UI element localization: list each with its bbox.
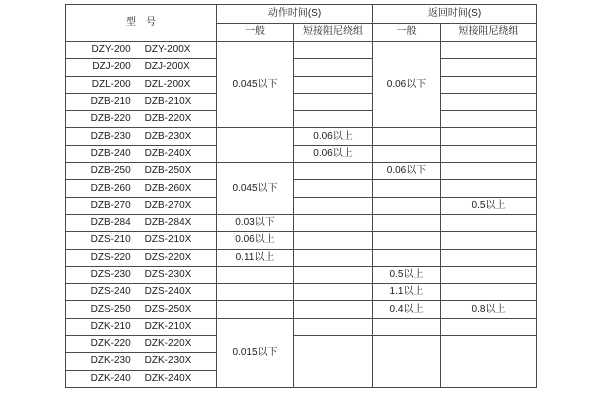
cell-empty — [217, 301, 294, 318]
cell-empty — [373, 318, 441, 335]
table-row — [66, 59, 537, 76]
model-name-x: DZB-210X — [144, 96, 192, 108]
cell-empty — [441, 180, 537, 197]
model-cell — [66, 42, 217, 59]
table-row — [66, 197, 537, 214]
model-cell — [66, 145, 217, 162]
cell-empty — [294, 93, 373, 110]
model-name-x: DZS-220X — [144, 251, 192, 263]
model-name-x: DZB-250X — [144, 165, 192, 177]
cell-empty — [441, 318, 537, 335]
table-row — [66, 111, 537, 128]
model-cell — [66, 370, 217, 387]
model-name-x: DZK-230X — [144, 355, 192, 367]
model-cell — [66, 336, 217, 353]
cell-empty — [217, 128, 294, 163]
col-header-model: 型 号 — [66, 5, 217, 42]
model-cell — [66, 197, 217, 214]
model-cell — [66, 318, 217, 335]
model-cell — [66, 59, 217, 76]
model-name: DZK-230 — [90, 355, 131, 367]
model-cell — [66, 284, 217, 301]
cell-empty — [441, 249, 537, 266]
cell-empty — [217, 284, 294, 301]
cell-empty — [373, 336, 441, 388]
cell-empty — [294, 318, 373, 335]
cell-return-general: 0.5以上 — [373, 266, 441, 283]
cell-empty — [294, 59, 373, 76]
model-name: DZB-220 — [90, 113, 131, 125]
table-row — [66, 284, 537, 301]
cell-empty — [294, 214, 373, 231]
cell-empty — [373, 128, 441, 145]
cell-empty — [441, 93, 537, 110]
cell-action-general: 0.015以下 — [217, 318, 294, 387]
model-cell — [66, 249, 217, 266]
cell-empty — [294, 163, 373, 180]
cell-empty — [441, 336, 537, 388]
model-cell — [66, 128, 217, 145]
model-name-x: DZY-200X — [144, 44, 191, 56]
cell-empty — [373, 180, 441, 197]
model-name: DZJ-200 — [92, 61, 131, 73]
cell-empty — [373, 145, 441, 162]
cell-empty — [441, 284, 537, 301]
model-name: DZS-210 — [90, 234, 131, 246]
table-row — [66, 76, 537, 93]
model-cell — [66, 163, 217, 180]
col-header-action-damping: 短接阻尼绕组 — [294, 23, 373, 42]
cell-return-general: 1.1以上 — [373, 284, 441, 301]
cell-return-damping: 0.8以上 — [441, 301, 537, 318]
table-row — [66, 336, 537, 353]
cell-action-general: 0.045以下 — [217, 163, 294, 215]
model-cell — [66, 232, 217, 249]
cell-empty — [294, 232, 373, 249]
model-name: DZY-200 — [91, 44, 131, 56]
model-cell — [66, 180, 217, 197]
cell-return-general: 0.4以上 — [373, 301, 441, 318]
cell-empty — [294, 197, 373, 214]
model-name-x: DZL-200X — [144, 78, 191, 90]
table-row — [66, 214, 537, 231]
cell-empty — [294, 180, 373, 197]
model-cell — [66, 76, 217, 93]
model-name: DZL-200 — [91, 78, 131, 90]
cell-empty — [294, 42, 373, 59]
table-row — [66, 180, 537, 197]
cell-return-general: 0.06以下 — [373, 42, 441, 128]
table-row — [66, 301, 537, 318]
model-name-x: DZB-240X — [144, 147, 192, 159]
col-header-return-general: 一般 — [373, 23, 441, 42]
model-name: DZK-210 — [90, 320, 131, 332]
col-header-return-damping: 短接阻尼绕组 — [441, 23, 537, 42]
cell-action-general: 0.11以上 — [217, 249, 294, 266]
model-name-x: DZB-270X — [144, 199, 192, 211]
model-name: DZS-230 — [90, 269, 131, 280]
cell-empty — [441, 76, 537, 93]
model-name-x: DZK-210X — [144, 320, 192, 332]
col-header-action-time: 动作时间(S) — [217, 5, 373, 24]
cell-empty — [441, 59, 537, 76]
model-name-x: DZB-230X — [144, 130, 192, 142]
model-cell — [66, 353, 217, 370]
cell-action-general: 0.03以下 — [217, 214, 294, 231]
model-name-x: DZB-284X — [144, 217, 192, 229]
cell-empty — [373, 249, 441, 266]
relay-time-spec-table — [65, 4, 537, 388]
model-name: DZS-240 — [90, 286, 131, 298]
model-name-x: DZS-230X — [144, 269, 192, 280]
cell-return-general: 0.06以下 — [373, 163, 441, 180]
cell-empty — [441, 232, 537, 249]
table-row — [66, 145, 537, 162]
model-name: DZS-250 — [90, 303, 131, 315]
model-cell — [66, 266, 217, 283]
table-row — [66, 266, 537, 283]
model-name: DZB-260 — [90, 182, 131, 194]
cell-empty — [441, 214, 537, 231]
model-cell — [66, 214, 217, 231]
cell-empty — [373, 214, 441, 231]
model-name: DZK-220 — [90, 338, 131, 350]
col-header-return-time: 返回时间(S) — [373, 5, 537, 24]
model-name-x: DZK-220X — [144, 338, 192, 350]
cell-empty — [441, 266, 537, 283]
cell-empty — [373, 232, 441, 249]
cell-empty — [373, 197, 441, 214]
model-name-x: DZS-240X — [144, 286, 192, 298]
cell-action-damping: 0.06以上 — [294, 145, 373, 162]
model-name: DZS-220 — [90, 251, 131, 263]
table-row — [66, 128, 537, 145]
cell-empty — [294, 249, 373, 266]
model-name: DZB-270 — [90, 199, 131, 211]
model-name: DZB-250 — [90, 165, 131, 177]
model-name: DZK-240 — [90, 372, 131, 384]
model-name-x: DZB-260X — [144, 182, 192, 194]
cell-empty — [294, 284, 373, 301]
table-row — [66, 249, 537, 266]
cell-action-general: 0.06以上 — [217, 232, 294, 249]
model-name-x: DZS-250X — [144, 303, 192, 315]
table-row — [66, 232, 537, 249]
model-name: DZB-240 — [90, 147, 131, 159]
cell-empty — [294, 76, 373, 93]
cell-empty — [441, 128, 537, 145]
cell-empty — [441, 145, 537, 162]
cell-empty — [441, 163, 537, 180]
cell-empty — [294, 301, 373, 318]
model-name-x: DZB-220X — [144, 113, 192, 125]
header-row-groups — [66, 5, 537, 24]
table-row — [66, 163, 537, 180]
table-row — [66, 42, 537, 59]
cell-empty — [217, 266, 294, 283]
model-name: DZB-210 — [90, 96, 131, 108]
model-name-x: DZS-210X — [144, 234, 192, 246]
table-row — [66, 93, 537, 110]
model-cell — [66, 111, 217, 128]
model-name-x: DZK-240X — [144, 372, 192, 384]
cell-empty — [294, 336, 373, 388]
cell-action-general: 0.045以下 — [217, 42, 294, 128]
cell-empty — [294, 111, 373, 128]
cell-action-damping: 0.06以上 — [294, 128, 373, 145]
col-header-action-general: 一般 — [217, 23, 294, 42]
cell-empty — [441, 42, 537, 59]
cell-empty — [441, 111, 537, 128]
cell-empty — [294, 266, 373, 283]
model-cell — [66, 93, 217, 110]
table-row — [66, 318, 537, 335]
model-name-x: DZJ-200X — [144, 61, 190, 73]
cell-return-damping: 0.5以上 — [441, 197, 537, 214]
model-name: DZB-284 — [90, 217, 131, 229]
model-name: DZB-230 — [90, 130, 131, 142]
model-cell — [66, 301, 217, 318]
